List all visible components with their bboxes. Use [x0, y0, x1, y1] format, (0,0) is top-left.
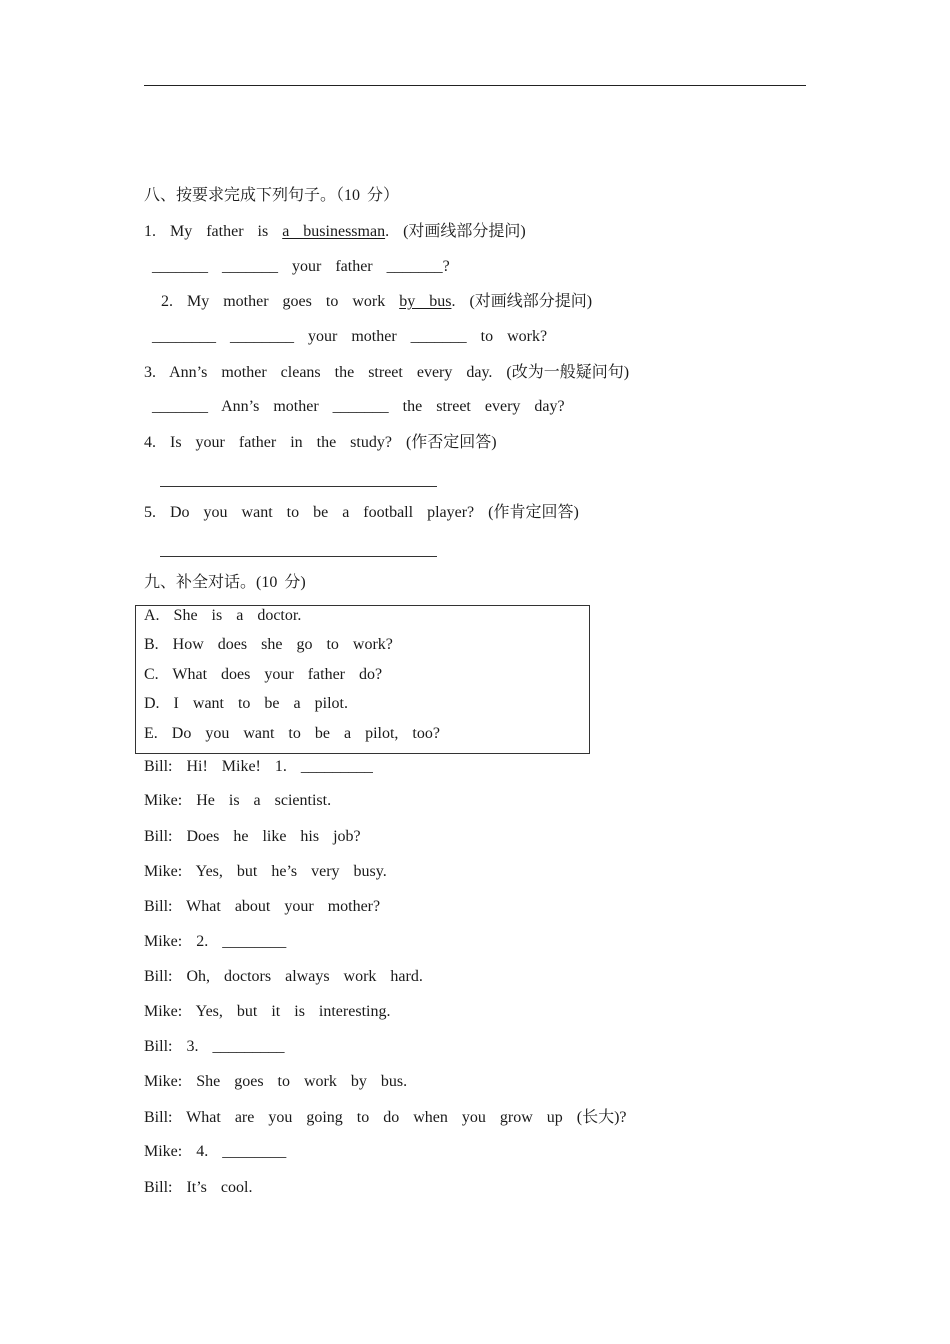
- question-5-answer-line: [160, 556, 437, 557]
- question-2-suffix: . (对画线部分提问): [451, 293, 593, 310]
- question-5: 5. Do you want to be a football player? (作肯定回答): [144, 504, 579, 521]
- dialogue-line: Mike: Yes, but it is interesting.: [144, 1003, 391, 1020]
- question-1-prefix: 1. My father is: [144, 223, 283, 240]
- option-c: C. What does your father do?: [144, 666, 383, 683]
- question-2-prefix: 2. My mother goes to work: [161, 293, 400, 310]
- dialogue-line: Bill: 3. _________: [144, 1038, 285, 1055]
- question-1-suffix: . (对画线部分提问): [385, 223, 526, 240]
- dialogue-line: Bill: What are you going to do when you grow up (长大)?: [144, 1109, 627, 1126]
- dialogue-line: Mike: He is a scientist.: [144, 792, 332, 809]
- dialogue-line: Mike: Yes, but he’s very busy.: [144, 863, 387, 880]
- dialogue-line: Bill: Does he like his job?: [144, 828, 361, 845]
- question-4: 4. Is your father in the study? (作否定回答): [144, 434, 497, 451]
- question-3: 3. Ann’s mother cleans the street every day. (改为一般疑问句): [144, 364, 630, 381]
- dialogue-line: Bill: Hi! Mike! 1. _________: [144, 758, 373, 775]
- dialogue-line: Bill: What about your mother?: [144, 898, 381, 915]
- question-1-answer: _______ _______ your father _______?: [152, 258, 450, 275]
- dialogue-line: Mike: 4. ________: [144, 1143, 287, 1160]
- dialogue-line: Bill: Oh, doctors always work hard.: [144, 968, 423, 985]
- option-e: E. Do you want to be a pilot, too?: [144, 725, 440, 742]
- question-2: [161, 292, 592, 312]
- header-rule: [144, 85, 806, 86]
- question-1-underlined: a businessman: [282, 223, 386, 240]
- question-2-underlined: by bus: [399, 293, 452, 310]
- section-8-heading: 八、按要求完成下列句子。（10 分）: [144, 187, 400, 204]
- option-b: B. How does she go to work?: [144, 636, 393, 653]
- option-a: A. She is a doctor.: [144, 607, 302, 624]
- question-3-answer: _______ Ann’s mother _______ the street every day?: [152, 398, 565, 415]
- question-2-answer: ________ ________ your mother _______ to work?: [152, 328, 548, 345]
- dialogue-line: Mike: She goes to work by bus.: [144, 1073, 408, 1090]
- question-1: [144, 222, 526, 242]
- dialogue-line: Mike: 2. ________: [144, 933, 287, 950]
- dialogue-line: Bill: It’s cool.: [144, 1179, 253, 1196]
- option-d: D. I want to be a pilot.: [144, 695, 348, 712]
- question-4-answer-line: [160, 486, 437, 487]
- section-9-heading: 九、补全对话。(10 分): [144, 574, 306, 591]
